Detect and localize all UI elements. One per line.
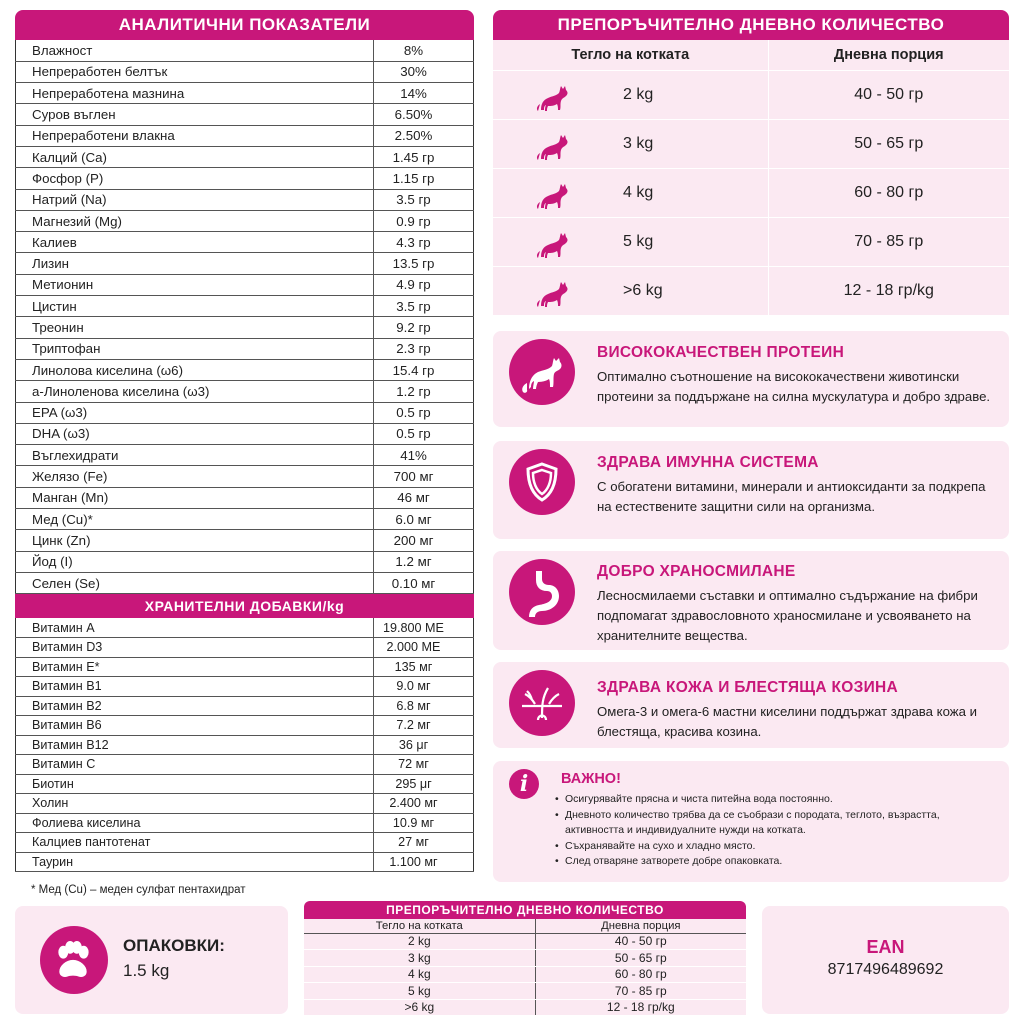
row-name: Непреработена мазнина xyxy=(16,83,374,104)
table-row xyxy=(16,833,474,853)
feature-card-skin xyxy=(493,662,1009,748)
row-value: 15.4 гр xyxy=(374,359,474,380)
row-value: 19.800 МЕ xyxy=(374,618,474,638)
row-name: Витамин B6 xyxy=(16,716,374,736)
dose-weight-cell xyxy=(493,266,768,315)
cat-silhouette-icon xyxy=(535,129,575,161)
row-name: Витамин A xyxy=(16,618,374,638)
row-name: Биотин xyxy=(16,774,374,794)
table-row xyxy=(16,232,474,253)
table-row xyxy=(16,774,474,794)
row-value: 2.000 МЕ xyxy=(374,638,474,658)
dose-table xyxy=(493,40,1009,315)
dose-portion: 50 - 65 гр xyxy=(768,119,1009,168)
table-row xyxy=(16,487,474,508)
dose-col-weight: Тегло на котката xyxy=(493,40,768,70)
small-dose-weight: 3 kg xyxy=(304,950,535,967)
table-row xyxy=(493,168,1009,217)
row-name: Непреработен белтък xyxy=(16,61,374,82)
list-item: • Съхранявайте на сухо и хладно място. xyxy=(555,839,995,855)
feature-title: ЗДРАВА ИМУННА СИСТЕМА xyxy=(597,454,819,471)
table-row xyxy=(16,317,474,338)
table-row xyxy=(16,189,474,210)
row-value: 6.50% xyxy=(374,104,474,125)
row-name: EPA (ω3) xyxy=(16,402,374,423)
row-name: Влажност xyxy=(16,40,374,61)
row-name: a-Линоленова киселина (ω3) xyxy=(16,381,374,402)
row-name: Треонин xyxy=(16,317,374,338)
small-dose-portion: 40 - 50 гр xyxy=(535,933,746,950)
dose-weight: 5 kg xyxy=(623,232,654,250)
table-row xyxy=(304,933,746,950)
row-name: Лизин xyxy=(16,253,374,274)
row-name: Натрий (Na) xyxy=(16,189,374,210)
feature-text: Оптимално съотношение на висококачествени животински протеини за поддържане на силна мускулатура и добро здраве. xyxy=(597,369,991,404)
table-row xyxy=(16,551,474,572)
row-name: Метионин xyxy=(16,274,374,295)
dose-weight-cell xyxy=(493,119,768,168)
dose-portion: 70 - 85 гр xyxy=(768,217,1009,266)
table-row xyxy=(304,999,746,1016)
feature-text: Омега-3 и омега-6 мастни киселини поддържат здрава кожа и блестяща, красива козина. xyxy=(597,704,977,739)
list-item: • След отваряне затворете добре опаковката. xyxy=(555,854,995,870)
paw-icon xyxy=(40,926,108,994)
row-name: Фосфор (P) xyxy=(16,168,374,189)
small-dose-weight: 4 kg xyxy=(304,966,535,983)
row-name: Калций (Ca) xyxy=(16,146,374,167)
footnote: * Мед (Cu) – меден сулфат пентахидрат xyxy=(31,884,246,896)
table-row xyxy=(16,657,474,677)
table-row xyxy=(16,253,474,274)
row-value: 1.45 гр xyxy=(374,146,474,167)
row-value: 3.5 гр xyxy=(374,296,474,317)
info-icon: i xyxy=(509,769,539,799)
row-value: 27 мг xyxy=(374,833,474,853)
table-row xyxy=(16,735,474,755)
cat-silhouette-icon xyxy=(535,80,575,112)
ean-label: EAN xyxy=(866,937,905,957)
feature-text: Лесносмилаеми съставки и оптимално съдържание на фибри подпомагат здравословното храносмилане и усвояването на хранителните вещества. xyxy=(597,588,978,643)
cat-icon xyxy=(509,339,575,405)
row-value: 4.9 гр xyxy=(374,274,474,295)
table-row xyxy=(16,296,474,317)
table-row xyxy=(16,813,474,833)
dose-weight: >6 kg xyxy=(623,281,663,299)
table-row xyxy=(16,716,474,736)
dose-section xyxy=(493,10,1009,315)
small-dose-title: ПРЕПОРЪЧИТЕЛНО ДНЕВНО КОЛИЧЕСТВО xyxy=(304,901,746,919)
row-name: Витамин E* xyxy=(16,657,374,677)
row-name: Непреработени влакна xyxy=(16,125,374,146)
row-name: Суров въглен xyxy=(16,104,374,125)
table-row xyxy=(493,217,1009,266)
small-dose-portion: 70 - 85 гр xyxy=(535,983,746,1000)
row-value: 7.2 мг xyxy=(374,716,474,736)
table-row xyxy=(16,338,474,359)
row-value: 0.9 гр xyxy=(374,210,474,231)
table-row xyxy=(16,696,474,716)
row-value: 9.2 гр xyxy=(374,317,474,338)
row-name: Витамин B1 xyxy=(16,677,374,697)
feature-title: ВИСОКОКАЧЕСТВЕН ПРОТЕИН xyxy=(597,344,845,361)
feature-card-protein xyxy=(493,331,1009,427)
row-name: Калциев пантотенат xyxy=(16,833,374,853)
dose-portion: 12 - 18 гр/kg xyxy=(768,266,1009,315)
dose-weight-cell xyxy=(493,217,768,266)
row-value: 72 мг xyxy=(374,755,474,775)
table-row xyxy=(16,755,474,775)
table-row xyxy=(304,983,746,1000)
row-value: 0.10 мг xyxy=(374,572,474,593)
important-box xyxy=(493,761,1009,882)
feature-title: ЗДРАВА КОЖА И БЛЕСТЯЩА КОЗИНА xyxy=(597,679,899,696)
package-box xyxy=(15,906,288,1014)
row-value: 46 мг xyxy=(374,487,474,508)
row-name: Таурин xyxy=(16,852,374,872)
table-row xyxy=(16,210,474,231)
table-row xyxy=(16,359,474,380)
table-row xyxy=(16,146,474,167)
row-name: Холин xyxy=(16,794,374,814)
ean-value: 8717496489692 xyxy=(827,961,944,978)
small-dose-weight: 2 kg xyxy=(304,933,535,950)
row-value: 2.400 мг xyxy=(374,794,474,814)
analytic-table xyxy=(15,40,474,594)
dose-title: ПРЕПОРЪЧИТЕЛНО ДНЕВНО КОЛИЧЕСТВО xyxy=(493,10,1009,40)
row-value: 295 μг xyxy=(374,774,474,794)
stomach-icon xyxy=(509,559,575,625)
dose-weight: 2 kg xyxy=(623,85,654,103)
row-value: 2.3 гр xyxy=(374,338,474,359)
row-value: 1.2 гр xyxy=(374,381,474,402)
row-value: 30% xyxy=(374,61,474,82)
list-item: • Дневното количество трябва да се съобрази с породата, теглото, възрастта, активността и индивидуалните нужди на котката. xyxy=(555,808,995,839)
row-value: 2.50% xyxy=(374,125,474,146)
row-value: 9.0 мг xyxy=(374,677,474,697)
small-dose-portion: 50 - 65 гр xyxy=(535,950,746,967)
dose-weight: 3 kg xyxy=(623,134,654,152)
table-row xyxy=(493,266,1009,315)
table-row xyxy=(16,852,474,872)
row-name: Въглехидрати xyxy=(16,445,374,466)
table-row xyxy=(16,61,474,82)
table-row xyxy=(16,104,474,125)
row-value: 3.5 гр xyxy=(374,189,474,210)
cat-silhouette-icon xyxy=(535,178,575,210)
table-row xyxy=(16,618,474,638)
table-row xyxy=(16,402,474,423)
feature-title: ДОБРО ХРАНОСМИЛАНЕ xyxy=(597,563,796,580)
small-dose-col-weight: Тегло на котката xyxy=(304,919,535,933)
shield-icon xyxy=(509,449,575,515)
table-row xyxy=(16,83,474,104)
important-list xyxy=(555,792,995,870)
row-name: DHA (ω3) xyxy=(16,423,374,444)
table-row xyxy=(16,381,474,402)
analytic-title: АНАЛИТИЧНИ ПОКАЗАТЕЛИ xyxy=(15,10,474,40)
additives-table xyxy=(15,618,474,872)
row-value: 13.5 гр xyxy=(374,253,474,274)
row-value: 36 μг xyxy=(374,735,474,755)
row-name: Линолова киселина (ω6) xyxy=(16,359,374,380)
table-row xyxy=(16,794,474,814)
dose-weight-cell xyxy=(493,168,768,217)
table-row xyxy=(16,168,474,189)
row-name: Триптофан xyxy=(16,338,374,359)
table-row xyxy=(16,274,474,295)
feature-card-immune xyxy=(493,441,1009,539)
small-dose-section xyxy=(304,901,746,1016)
row-value: 8% xyxy=(374,40,474,61)
table-row xyxy=(16,509,474,530)
dose-portion: 40 - 50 гр xyxy=(768,70,1009,119)
row-name: Витамин B2 xyxy=(16,696,374,716)
row-value: 41% xyxy=(374,445,474,466)
important-title: ВАЖНО! xyxy=(561,771,621,787)
row-value: 1.15 гр xyxy=(374,168,474,189)
table-row xyxy=(16,445,474,466)
row-value: 4.3 гр xyxy=(374,232,474,253)
table-row xyxy=(16,125,474,146)
hair-follicle-icon xyxy=(509,670,575,736)
row-value: 0.5 гр xyxy=(374,402,474,423)
small-dose-weight: >6 kg xyxy=(304,999,535,1016)
package-label: ОПАКОВКИ: xyxy=(123,936,225,955)
row-value: 1.100 мг xyxy=(374,852,474,872)
table-row xyxy=(493,119,1009,168)
feature-card-digestion xyxy=(493,551,1009,650)
package-value: 1.5 kg xyxy=(123,961,170,980)
cat-silhouette-icon xyxy=(535,227,575,259)
row-name: Желязо (Fe) xyxy=(16,466,374,487)
table-row xyxy=(493,70,1009,119)
dose-weight-cell xyxy=(493,70,768,119)
row-name: Калиев xyxy=(16,232,374,253)
row-name: Мед (Cu)* xyxy=(16,509,374,530)
table-row xyxy=(16,40,474,61)
small-dose-col-portion: Дневна порция xyxy=(535,919,746,933)
row-value: 135 мг xyxy=(374,657,474,677)
row-name: Манган (Mn) xyxy=(16,487,374,508)
table-row xyxy=(16,638,474,658)
row-value: 14% xyxy=(374,83,474,104)
dose-weight: 4 kg xyxy=(623,183,654,201)
row-value: 0.5 гр xyxy=(374,423,474,444)
small-dose-weight: 5 kg xyxy=(304,983,535,1000)
row-name: Йод (I) xyxy=(16,551,374,572)
table-row xyxy=(16,572,474,593)
row-value: 200 мг xyxy=(374,530,474,551)
table-row xyxy=(16,423,474,444)
row-value: 6.0 мг xyxy=(374,509,474,530)
row-name: Цинк (Zn) xyxy=(16,530,374,551)
analytic-section xyxy=(15,10,474,872)
table-row xyxy=(304,950,746,967)
row-name: Цистин xyxy=(16,296,374,317)
small-dose-portion: 12 - 18 гр/kg xyxy=(535,999,746,1016)
row-name: Селен (Se) xyxy=(16,572,374,593)
table-row xyxy=(16,466,474,487)
table-row xyxy=(16,530,474,551)
list-item: • Осигурявайте прясна и чиста питейна вода постоянно. xyxy=(555,792,995,808)
row-name: Витамин D3 xyxy=(16,638,374,658)
row-name: Витамин B12 xyxy=(16,735,374,755)
small-dose-portion: 60 - 80 гр xyxy=(535,966,746,983)
row-name: Витамин C xyxy=(16,755,374,775)
small-dose-table xyxy=(304,919,746,1016)
row-value: 700 мг xyxy=(374,466,474,487)
feature-text: С обогатени витамини, минерали и антиоксиданти за подкрепа на естествените защитни сили на организма. xyxy=(597,479,986,514)
row-name: Фолиева киселина xyxy=(16,813,374,833)
row-value: 10.9 мг xyxy=(374,813,474,833)
cat-silhouette-icon xyxy=(535,276,575,308)
table-row xyxy=(304,966,746,983)
ean-box xyxy=(762,906,1009,1014)
row-name: Магнезий (Mg) xyxy=(16,210,374,231)
dose-portion: 60 - 80 гр xyxy=(768,168,1009,217)
additives-title: ХРАНИТЕЛНИ ДОБАВКИ/kg xyxy=(15,594,474,618)
dose-col-portion: Дневна порция xyxy=(768,40,1009,70)
row-value: 6.8 мг xyxy=(374,696,474,716)
row-value: 1.2 мг xyxy=(374,551,474,572)
table-row xyxy=(16,677,474,697)
